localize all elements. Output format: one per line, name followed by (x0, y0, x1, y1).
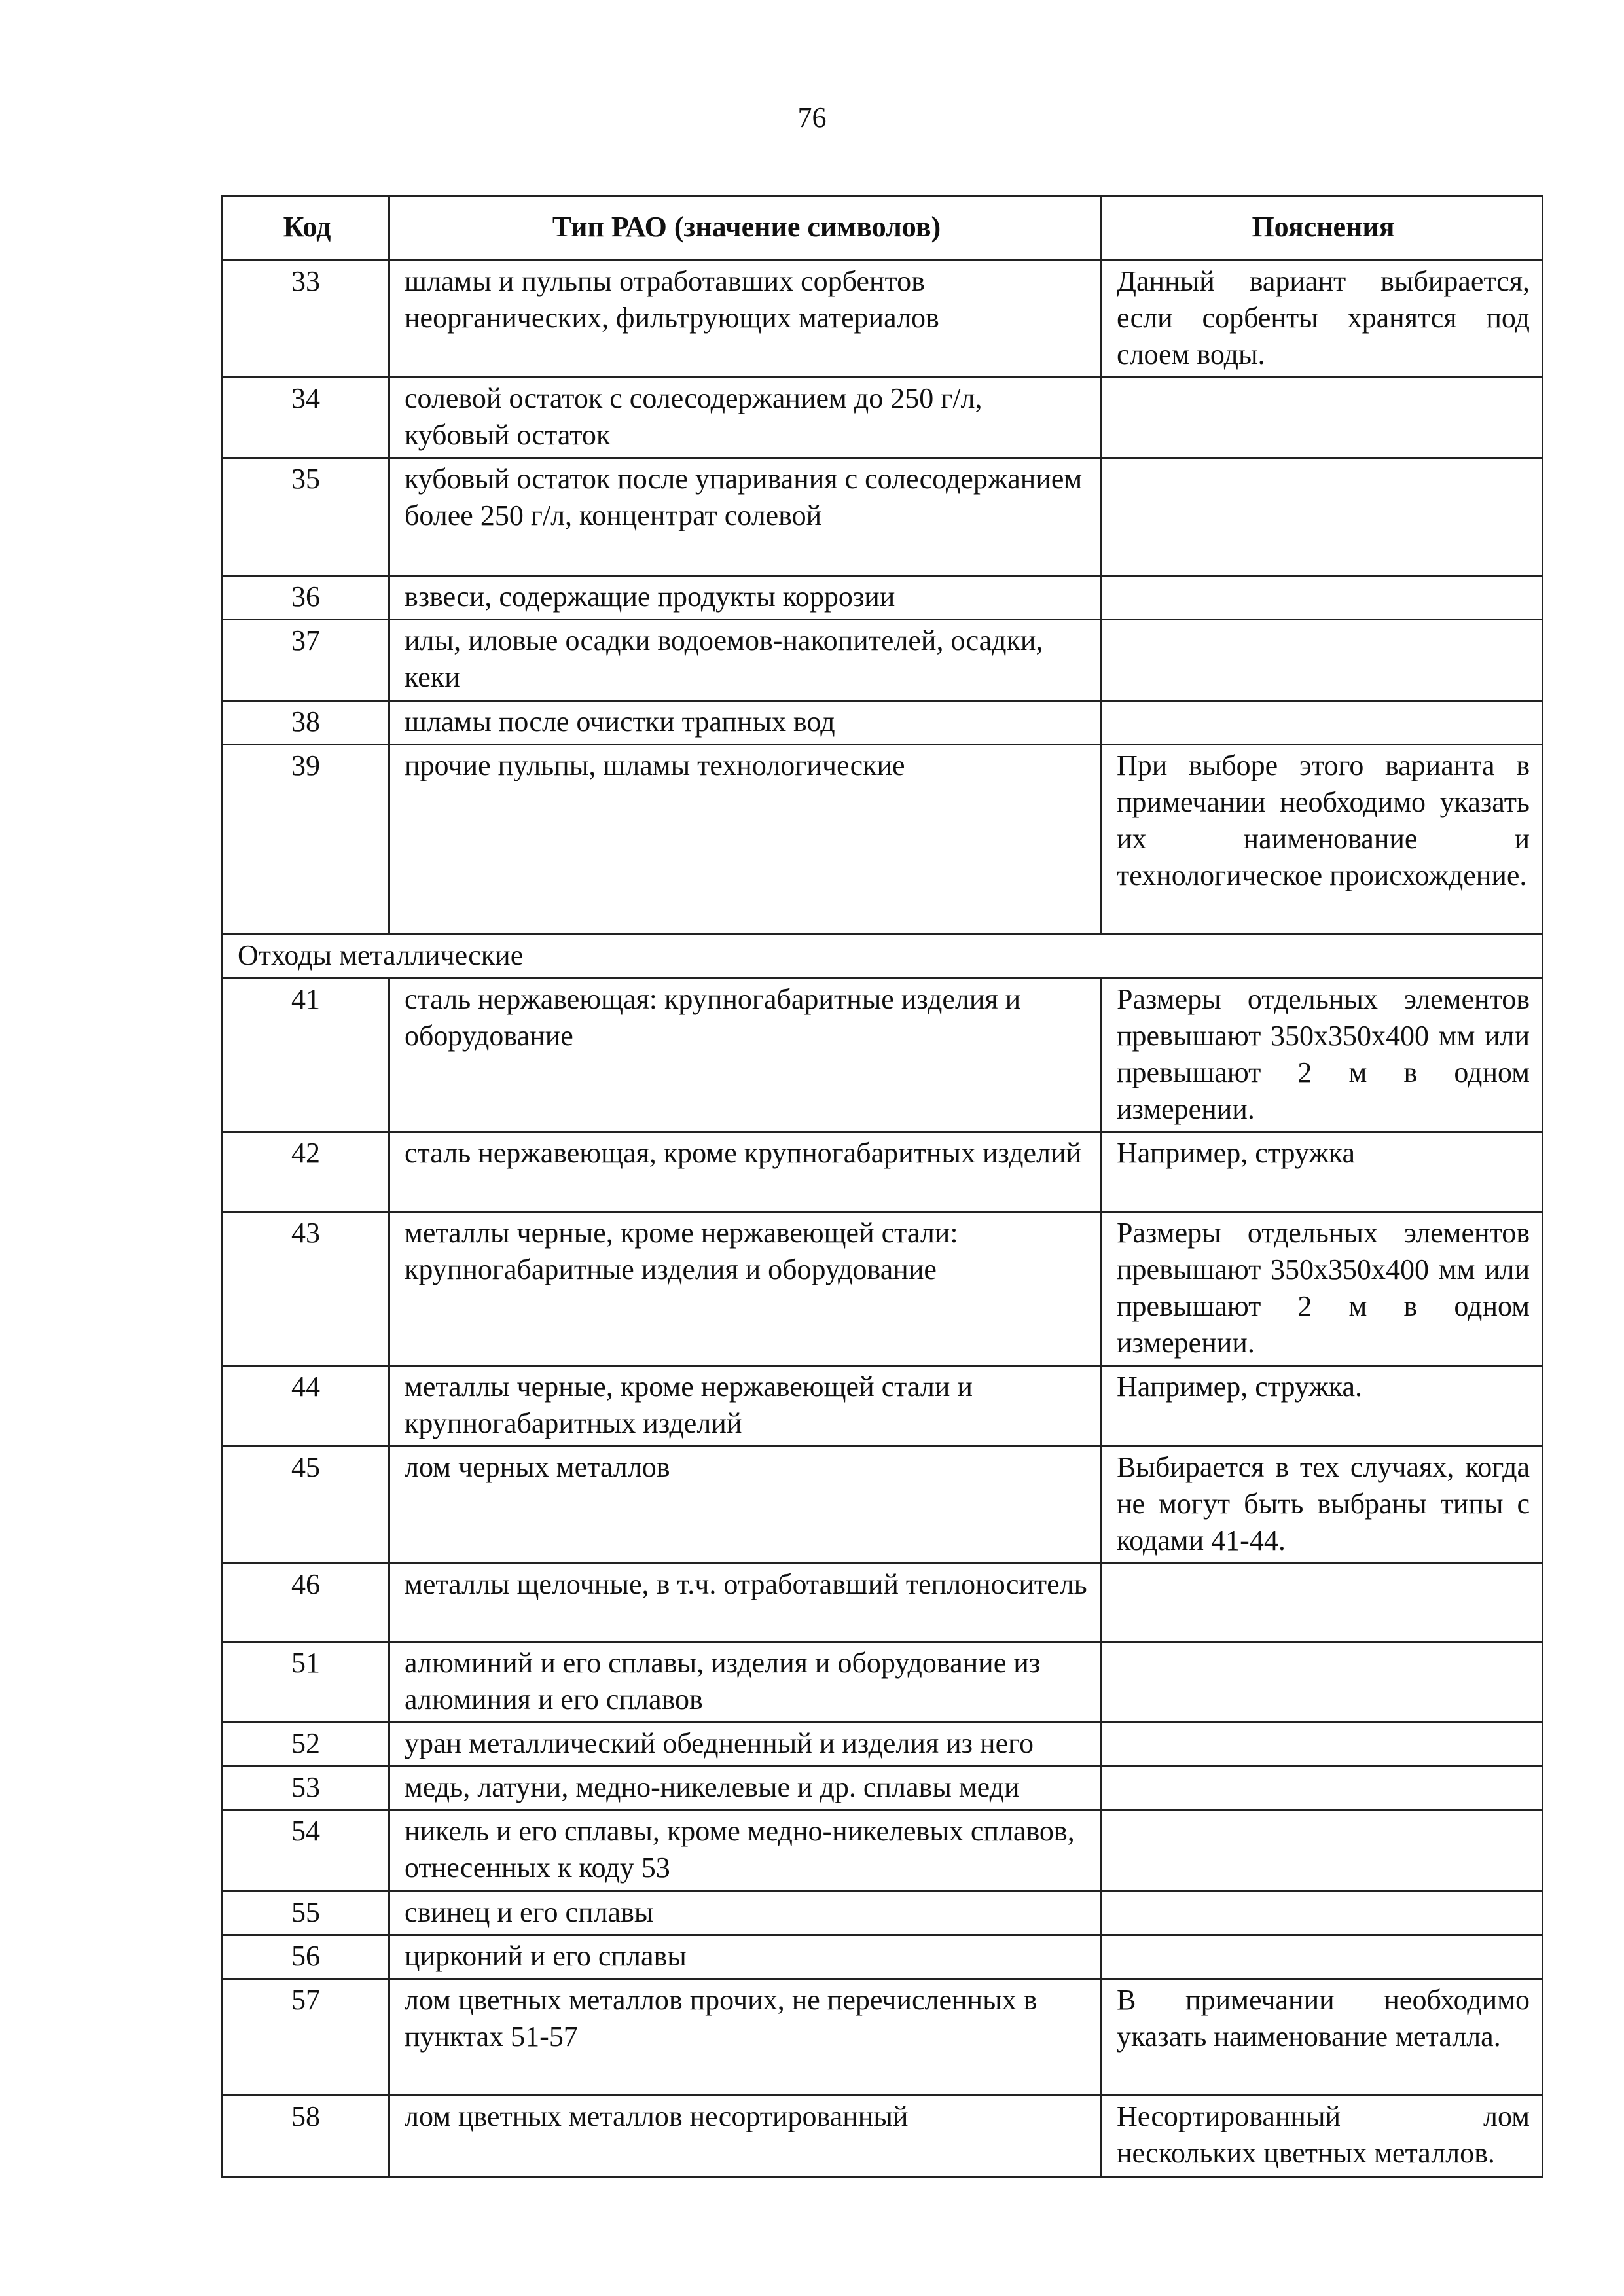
row-code: 55 (223, 1892, 389, 1935)
table-header-row (223, 196, 1543, 260)
table-row (223, 701, 1543, 745)
table-row (223, 1642, 1543, 1723)
row-type: свинец и его сплавы (389, 1892, 1102, 1935)
row-type: металлы щелочные, в т.ч. отработавший теплоноситель (389, 1564, 1102, 1642)
row-note: Например, стружка. (1102, 1366, 1543, 1446)
table-row (223, 1979, 1543, 2096)
table-row (223, 1366, 1543, 1446)
table-row (223, 1446, 1543, 1564)
row-note (1102, 620, 1543, 701)
row-note: Например, стружка (1102, 1132, 1543, 1212)
row-code: 39 (223, 745, 389, 935)
row-type: кубовый остаток после упаривания с солесодержанием более 250 г/л, концентрат солевой (389, 458, 1102, 576)
table-row (223, 1723, 1543, 1767)
row-code: 45 (223, 1446, 389, 1564)
row-type: солевой остаток с солесодержанием до 250 г/л, кубовый остаток (389, 378, 1102, 458)
rao-type-table (221, 195, 1543, 2178)
table-row (223, 1935, 1543, 1979)
table-row (223, 576, 1543, 620)
row-note: Несортированный лом нескольких цветных металлов. (1102, 2096, 1543, 2177)
row-code: 37 (223, 620, 389, 701)
row-note (1102, 1767, 1543, 1810)
row-note: Данный вариант выбирается, если сорбенты хранятся под слоем воды. (1102, 260, 1543, 378)
table-row (223, 1564, 1543, 1642)
row-type: шламы и пульпы отработавших сорбентов неорганических, фильтрующих материалов (389, 260, 1102, 378)
row-note (1102, 1564, 1543, 1642)
row-note (1102, 378, 1543, 458)
row-code: 56 (223, 1935, 389, 1979)
table-row (223, 1892, 1543, 1935)
row-type: цирконий и его сплавы (389, 1935, 1102, 1979)
row-type: лом цветных металлов прочих, не перечисленных в пунктах 51-57 (389, 1979, 1102, 2096)
row-code: 52 (223, 1723, 389, 1767)
row-note: Размеры отдельных элементов превышают 350х350х400 мм или превышают 2 м в одном измерении. (1102, 1212, 1543, 1366)
row-code: 38 (223, 701, 389, 745)
row-code: 33 (223, 260, 389, 378)
row-type: взвеси, содержащие продукты коррозии (389, 576, 1102, 620)
header-notes: Пояснения (1102, 196, 1543, 260)
row-type: лом цветных металлов несортированный (389, 2096, 1102, 2177)
table-row (223, 620, 1543, 701)
header-type: Тип РАО (значение символов) (389, 196, 1102, 260)
row-type: сталь нержавеющая: крупногабаритные изделия и оборудование (389, 978, 1102, 1132)
row-type: лом черных металлов (389, 1446, 1102, 1564)
row-type: шламы после очистки трапных вод (389, 701, 1102, 745)
row-note (1102, 701, 1543, 745)
row-note (1102, 1642, 1543, 1723)
row-code: 44 (223, 1366, 389, 1446)
row-note: Размеры отдельных элементов превышают 350х350х400 мм или превышают 2 м в одном измерении. (1102, 978, 1543, 1132)
row-code: 46 (223, 1564, 389, 1642)
table-row (223, 745, 1543, 935)
row-type: прочие пульпы, шламы технологические (389, 745, 1102, 935)
table-row (223, 1132, 1543, 1212)
table-row (223, 1767, 1543, 1810)
row-note: В примечании необходимо указать наименование металла. (1102, 1979, 1543, 2096)
row-code: 53 (223, 1767, 389, 1810)
row-note (1102, 1810, 1543, 1892)
row-code: 36 (223, 576, 389, 620)
row-code: 43 (223, 1212, 389, 1366)
table-row (223, 458, 1543, 576)
row-code: 58 (223, 2096, 389, 2177)
row-code: 34 (223, 378, 389, 458)
section-row (223, 935, 1543, 978)
row-note (1102, 458, 1543, 576)
row-type: алюминий и его сплавы, изделия и оборудование из алюминия и его сплавов (389, 1642, 1102, 1723)
row-code: 35 (223, 458, 389, 576)
row-note: При выборе этого варианта в примечании необходимо указать их наименование и технологическое происхождение. (1102, 745, 1543, 935)
table-row (223, 1212, 1543, 1366)
row-type: медь, латуни, медно-никелевые и др. сплавы меди (389, 1767, 1102, 1810)
table-row (223, 978, 1543, 1132)
row-type: сталь нержавеющая, кроме крупногабаритных изделий (389, 1132, 1102, 1212)
row-note (1102, 1935, 1543, 1979)
table-row (223, 1810, 1543, 1892)
row-type: металлы черные, кроме нержавеющей стали и крупногабаритных изделий (389, 1366, 1102, 1446)
row-code: 51 (223, 1642, 389, 1723)
row-code: 57 (223, 1979, 389, 2096)
row-note (1102, 1723, 1543, 1767)
table-row (223, 2096, 1543, 2177)
row-type: металлы черные, кроме нержавеющей стали: крупногабаритные изделия и оборудование (389, 1212, 1102, 1366)
table-row (223, 260, 1543, 378)
table-row (223, 378, 1543, 458)
header-code: Код (223, 196, 389, 260)
row-note (1102, 576, 1543, 620)
row-note (1102, 1892, 1543, 1935)
row-type: уран металлический обедненный и изделия из него (389, 1723, 1102, 1767)
row-note: Выбирается в тех случаях, когда не могут быть выбраны типы с кодами 41-44. (1102, 1446, 1543, 1564)
row-type: илы, иловые осадки водоемов-накопителей, осадки, кеки (389, 620, 1102, 701)
row-code: 41 (223, 978, 389, 1132)
row-code: 42 (223, 1132, 389, 1212)
page-number: 76 (797, 101, 827, 134)
row-code: 54 (223, 1810, 389, 1892)
row-type: никель и его сплавы, кроме медно-никелевых сплавов, отнесенных к коду 53 (389, 1810, 1102, 1892)
section-title: Отходы металлические (223, 935, 1543, 978)
